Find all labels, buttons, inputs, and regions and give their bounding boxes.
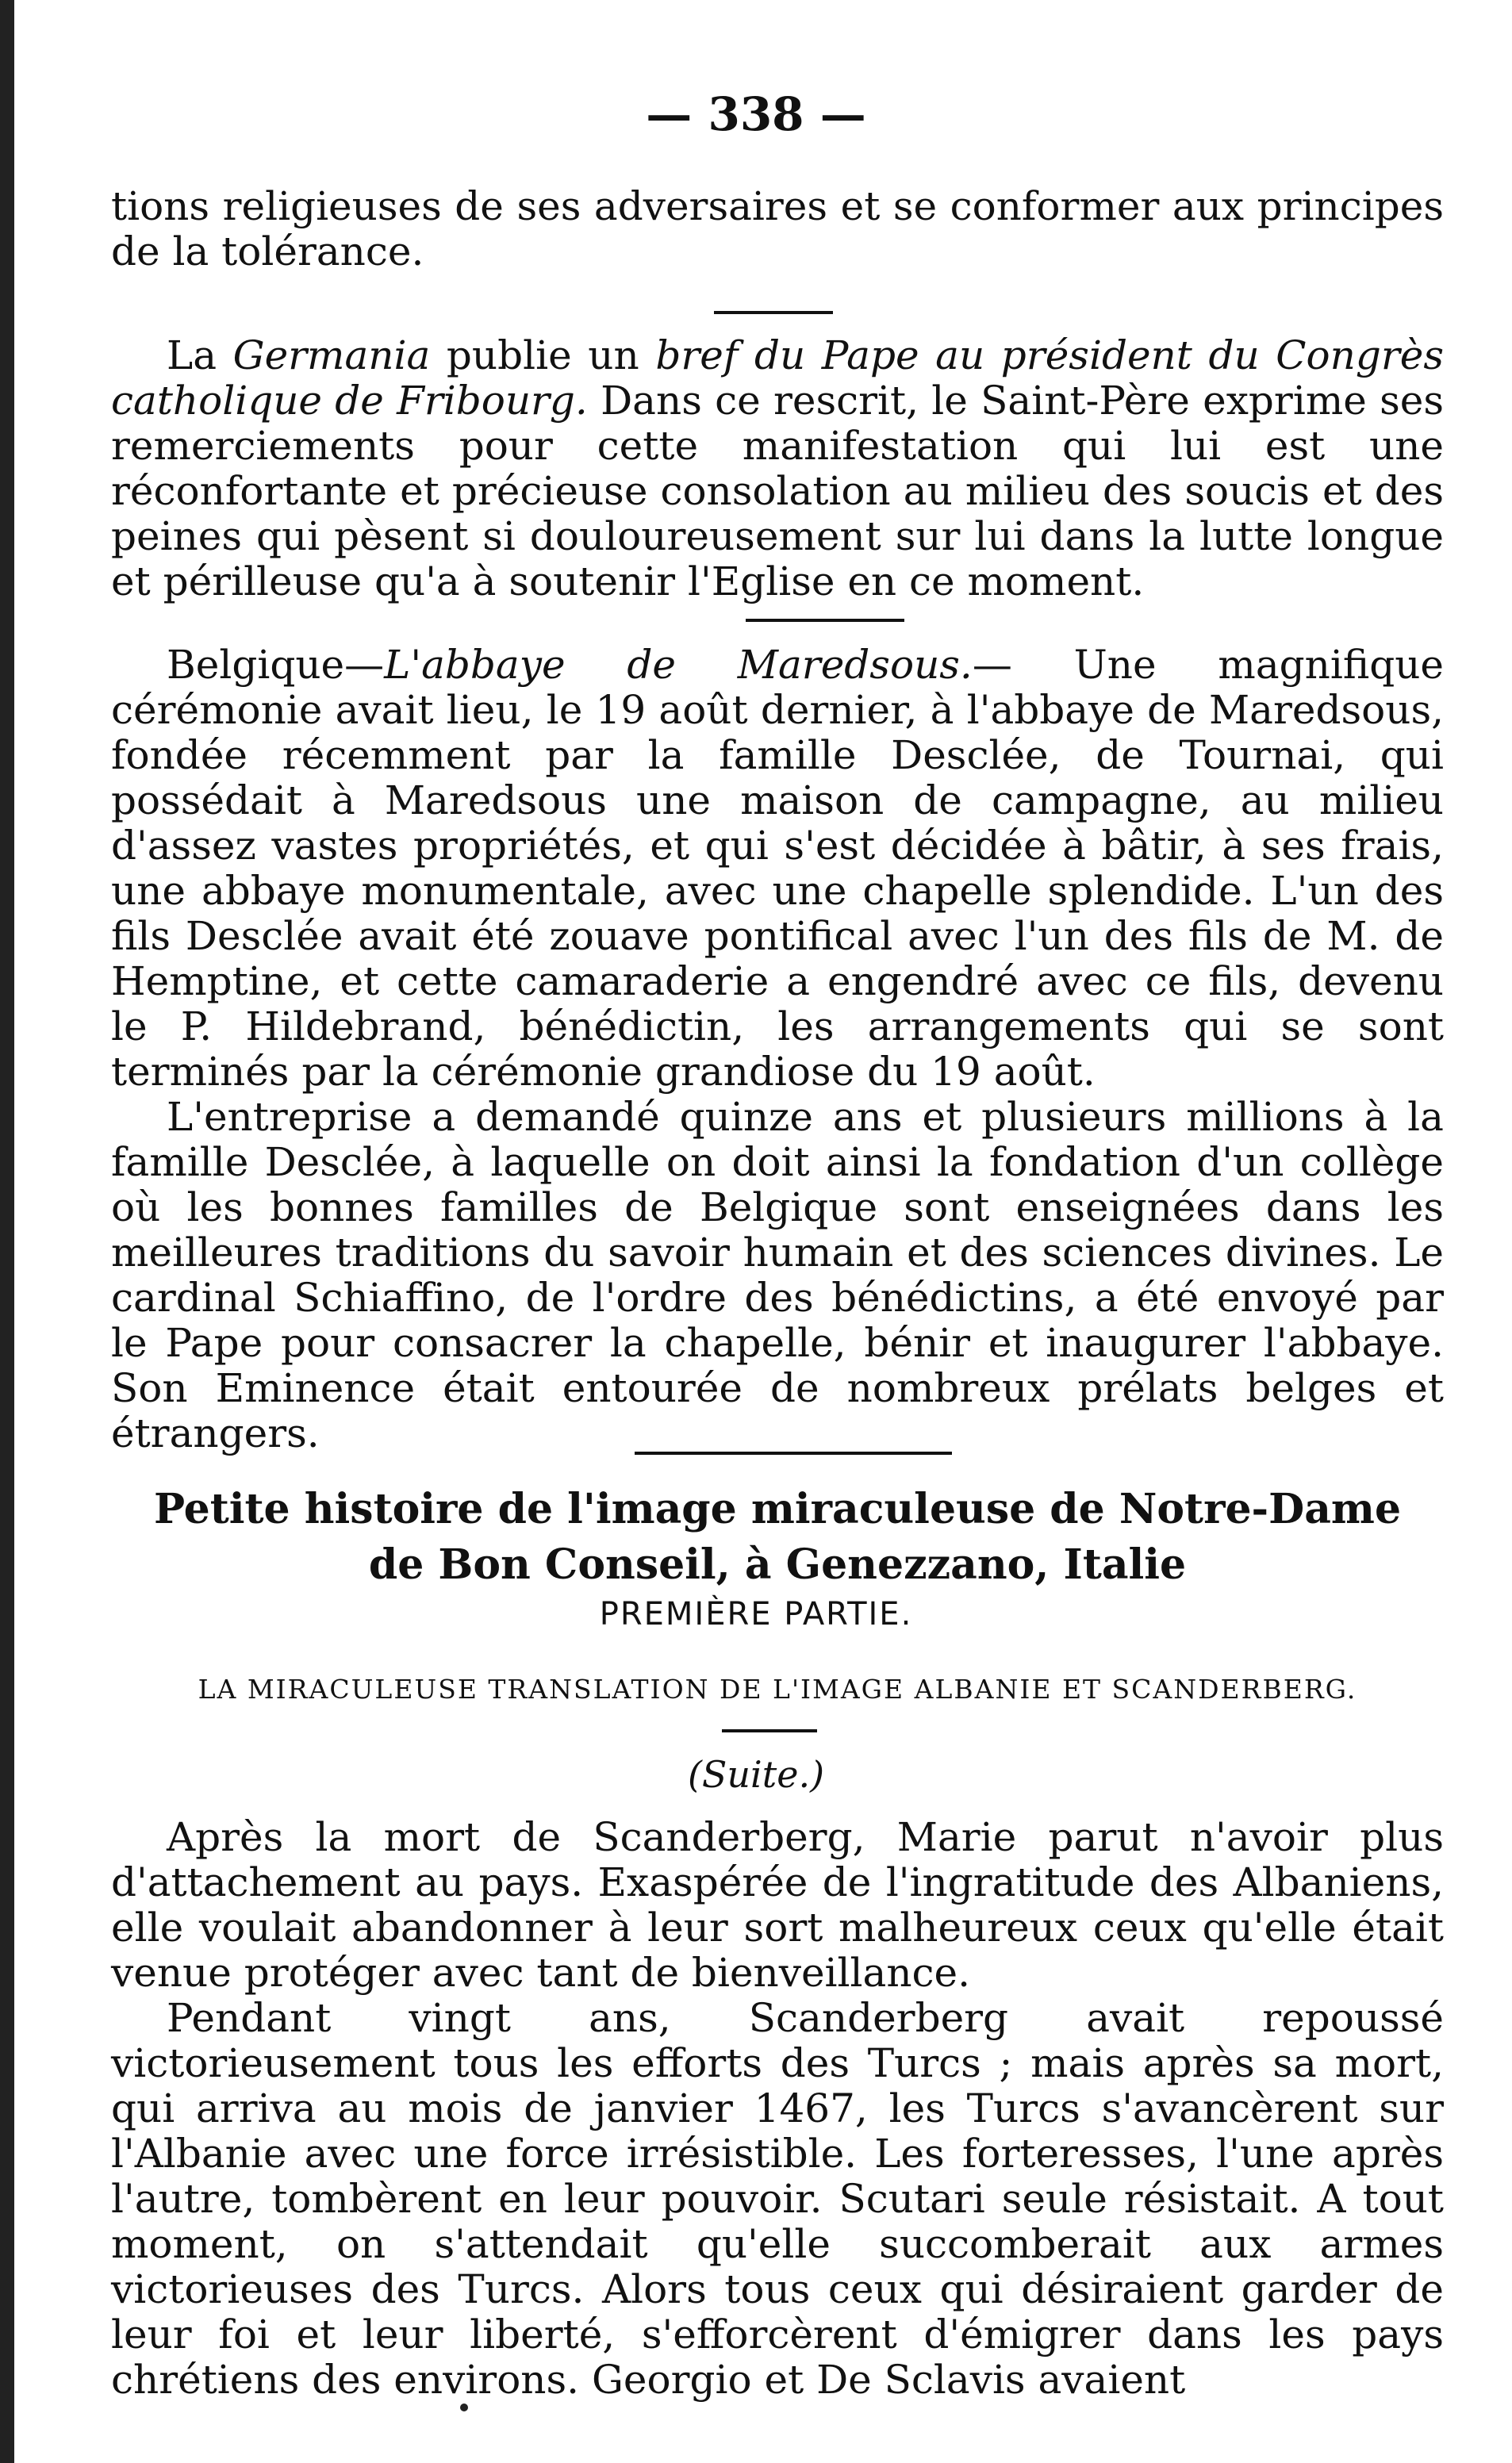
- text: Dans ce rescrit, le Saint-Père exprime ses remerciements pour cette manifestation qui lui est une réconfortante et précieuse consolation au milieu des soucis et des peines qui pèsent si douloureusement sur lui dans la lutte longue et périlleuse qu'a à soutenir l'Eglise en ce moment.: [111, 378, 1444, 604]
- paragraph-belgique: [111, 643, 1444, 1095]
- separator: [722, 1729, 817, 1732]
- section-heading: LA MIRACULEUSE TRANSLATION DE L'IMAGE ALBANIE ET SCANDERBERG.: [198, 1674, 1357, 1705]
- article-title: Petite histoire de l'image miraculeuse de Notre-Dame de Bon Conseil, à Genezzano, Italie: [153, 1485, 1402, 1589]
- text: publie un: [430, 332, 656, 378]
- paragraph-entreprise: L'entreprise a demandé quinze ans et plusieurs millions à la famille Desclée, à laquelle on doit ainsi la fondation d'un collège où les bonnes familles de Belgique sont enseignées dans les meilleures traditions du savoir humain et des sciences divines. Le cardinal Schiaffino, de l'ordre des bénédictins, a été envoyé par le Pape pour consacrer la chapelle, bénir et inaugurer l'abbaye. Son Eminence était entourée de nombreux prélats belges et étrangers.: [111, 1094, 1444, 1456]
- newspaper-name: Germania: [232, 332, 431, 378]
- paragraph-apres-la-mort: Après la mort de Scanderberg, Marie parut n'avoir plus d'attachement au pays. Exaspérée de l'ingratitude des Albaniens, elle voulait abandonner à leur sort malheureux ceux qu'elle était venue protéger avec tant de bienveillance.: [111, 1814, 1444, 1996]
- separator: [746, 619, 904, 622]
- paragraph-pendant-vingt-ans: Pendant vingt ans, Scanderberg avait repoussé victorieusement tous les efforts des Turcs ; mais après sa mort, qui arriva au mois de janvier 1467, les Turcs s'avancèrent sur l'Albanie avec une force irrésistible. Les forteresses, l'une après l'autre, tombèrent en leur pouvoir. Scutari seule résistait. A tout moment, on s'attendait qu'elle succomberait aux armes victorieuses des Turcs. Alors tous ceux qui désiraient garder de leur foi et leur liberté, s'efforcèrent d'émigrer dans les pays chrétiens des environs. Georgio et De Sclavis avaient: [111, 1995, 1444, 2403]
- paragraph-tolerance: tions religieuses de ses adversaires et se conformer aux principes de la tolérance.: [111, 183, 1444, 274]
- bref-title: bref du Pape au président du Congrès catholique de Fribourg.: [111, 332, 1444, 424]
- page-number: — 338 —: [646, 87, 866, 141]
- ink-speck: [460, 2404, 468, 2411]
- separator: [714, 311, 833, 314]
- text: La: [167, 332, 233, 378]
- text: Belgique—: [167, 642, 385, 688]
- separator: [635, 1452, 952, 1455]
- suite-label: (Suite.): [687, 1753, 825, 1796]
- paragraph-germania: [111, 333, 1444, 604]
- part-heading: PREMIÈRE PARTIE.: [599, 1596, 913, 1632]
- scan-edge: [0, 0, 14, 2463]
- text: — Une magnifique cérémonie avait lieu, le 19 août dernier, à l'abbaye de Maredsous, fondée récemment par la famille Desclée, de Tournai, qui possédait à Maredsous une maison de campagne, au milieu d'assez vastes propriétés, et qui s'est décidée à bâtir, à ses frais, une abbaye monumentale, avec une chapelle splendide. L'un des fils Desclée avait été zouave pontifical avec l'un des fils de M. de Hemptine, et cette camaraderie a engendré avec ce fils, devenu le P. Hildebrand, bénédictin, les arrangements qui se sont terminés par la cérémonie grandiose du 19 août.: [111, 642, 1444, 1095]
- abbey-title: L'abbaye de Maredsous.: [384, 642, 973, 688]
